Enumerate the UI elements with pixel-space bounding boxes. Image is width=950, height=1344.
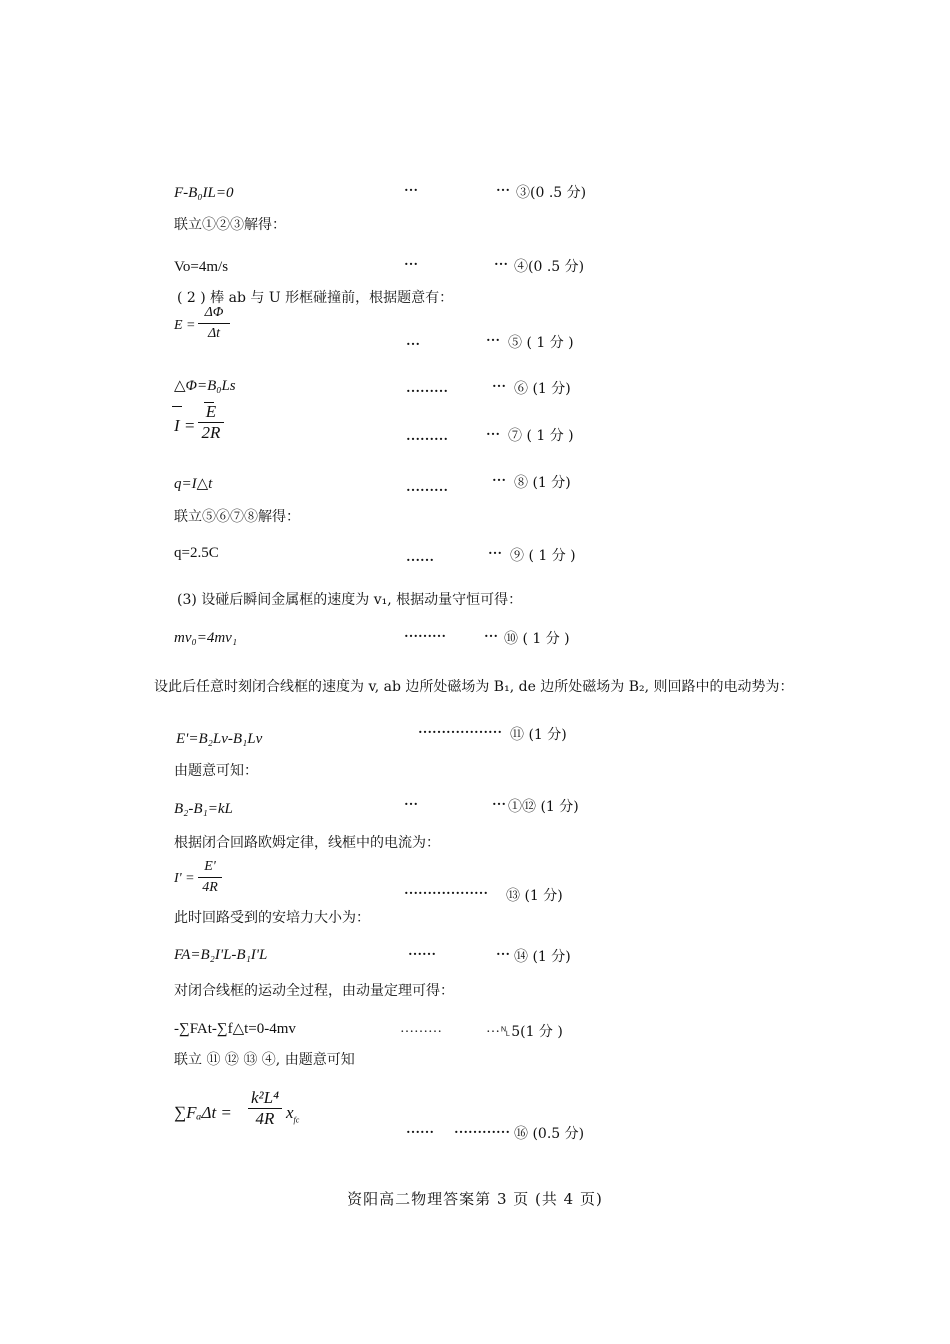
leader-dots: ……… [404, 626, 446, 641]
score-mark-8: ⑧ (1 分) [514, 475, 571, 491]
score-mark-9: ⑨ ( 1 分 ) [510, 548, 576, 564]
leader-dots: ……… [406, 480, 448, 495]
page-footer: 资阳高二物理答案第 3 页 (共 4 页) [347, 1190, 603, 1208]
fraction-denominator: Δt [207, 326, 221, 341]
fraction-numerator: E' [204, 859, 216, 874]
fraction-denominator: 2R [201, 423, 221, 442]
equation-impulse: -∑FAt-∑f△t=0-4mv [174, 1021, 296, 1037]
leader-dots: … [492, 470, 506, 485]
formula-current-prime-fraction [198, 858, 222, 897]
leader-dots: ………… [454, 1122, 510, 1137]
leader-dots: ……… [406, 381, 448, 396]
score-mark-10: ⑩ ( 1 分 ) [504, 631, 570, 647]
fraction-numerator: ΔΦ [204, 305, 224, 320]
text-part-2-intro: ( 2 ) 棒 ab 与 U 形框碰撞前，根据题意有： [177, 290, 454, 306]
leader-dots: … [404, 794, 418, 809]
overline-bar [172, 406, 182, 407]
score-mark-5: ⑤ ( 1 分 ) [508, 335, 574, 351]
score-mark-13: ⑬ (1 分) [506, 888, 563, 904]
leader-dots: … [492, 376, 506, 391]
text-combine-5-8: 联立⑤⑥⑦⑧解得： [174, 509, 300, 525]
equation-momentum: mv₀=4mv₁ [174, 630, 238, 646]
equation-ampere-force: FA=B₂I'L-B₁I'L [174, 947, 268, 963]
leader-dots: …… [406, 1122, 434, 1137]
leader-dots: …… [408, 944, 436, 959]
equation-delta-flux: △Φ=B₀Ls [174, 378, 236, 394]
leader-dots: ……… [406, 429, 448, 444]
leader-dots: … [404, 254, 418, 269]
score-mark-16: ⑯ (0.5 分) [514, 1126, 585, 1142]
leader-dots: ……… [400, 1021, 442, 1036]
text-emf-setup: 设此后任意时刻闭合线框的速度为 v, ab 边所处磁场为 B₁, de 边所处磁场为 B₂, 则回路中的电动势为： [154, 679, 794, 695]
text-given: 由题意可知： [174, 763, 258, 779]
score-mark-7: ⑦ ( 1 分 ) [508, 428, 574, 444]
leader-dots: …… [406, 550, 434, 565]
score-mark-11: ⑪ (1 分) [510, 727, 567, 743]
score-mark-3: ③(0 .5 分) [516, 185, 587, 201]
formula-emf-lhs: E = [174, 318, 196, 333]
leader-dots: … [492, 794, 506, 809]
leader-dots: … [484, 626, 498, 641]
score-mark-14: ⑭ (1 分) [514, 949, 571, 965]
variable-x: x [286, 1103, 294, 1122]
formula-sum-tail [286, 1103, 299, 1124]
leader-dots: … [494, 254, 508, 269]
formula-sum-lhs: ∑FₐΔt = [174, 1103, 232, 1122]
fraction-denominator: 4R [202, 880, 218, 895]
text-combine-11-14: 联立 ⑪ ⑫ ⑬ ④, 由题意可知 [174, 1052, 355, 1068]
score-mark-4: ④(0 .5 分) [514, 259, 585, 275]
leader-dots: … [488, 543, 502, 558]
formula-current-prime-lhs: I' = [174, 871, 195, 886]
leader-dots: … [486, 1021, 500, 1036]
text-part-3-intro: (3) 设碰后瞬间金属框的速度为 v₁, 根据动量守恒可得： [177, 592, 523, 608]
score-mark-15: ␤5(1 分 ) [500, 1024, 563, 1040]
equation-force-balance: F-B₀IL=0 [174, 185, 234, 201]
score-mark-6: ⑥ (1 分) [514, 381, 571, 397]
formula-sum-fraction [248, 1089, 282, 1128]
subscript-fc: fc [293, 1115, 300, 1125]
leader-dots: … [406, 334, 420, 349]
leader-dots: … [496, 944, 510, 959]
equation-q-value: q=2.5C [174, 545, 219, 561]
fraction-bar [198, 323, 230, 324]
equation-emf-prime: E'=B₂Lv-B₁Lv [176, 731, 263, 747]
text-combine-1-3: 联立①②③解得： [174, 217, 286, 233]
text-impulse-theorem: 对闭合线框的运动全过程，由动量定理可得： [174, 983, 454, 999]
fraction-denominator: 4R [255, 1109, 275, 1128]
formula-avg-current-fraction [198, 403, 224, 442]
leader-dots: ……………… [418, 722, 502, 737]
equation-field-diff: B₂-B₁=kL [174, 801, 233, 817]
equation-charge: q=I△t [174, 476, 213, 492]
leader-dots: … [496, 180, 510, 195]
text-ampere-force: 此时回路受到的安培力大小为： [174, 910, 370, 926]
fraction-bar [198, 877, 222, 878]
leader-dots: … [486, 330, 500, 345]
formula-avg-current-lhs: I = [174, 416, 196, 435]
fraction-numerator: E [205, 402, 217, 421]
formula-emf-fraction [198, 305, 230, 350]
leader-dots: … [486, 424, 500, 439]
equation-v0: Vo=4m/s [174, 259, 229, 275]
fraction-numerator: k²L⁴ [250, 1088, 279, 1107]
leader-dots: … [404, 180, 418, 195]
score-mark-12: ①⑫ (1 分) [508, 799, 579, 815]
leader-dots: ……………… [404, 883, 488, 898]
text-ohms-law: 根据闭合回路欧姆定律，线框中的电流为： [174, 835, 440, 851]
